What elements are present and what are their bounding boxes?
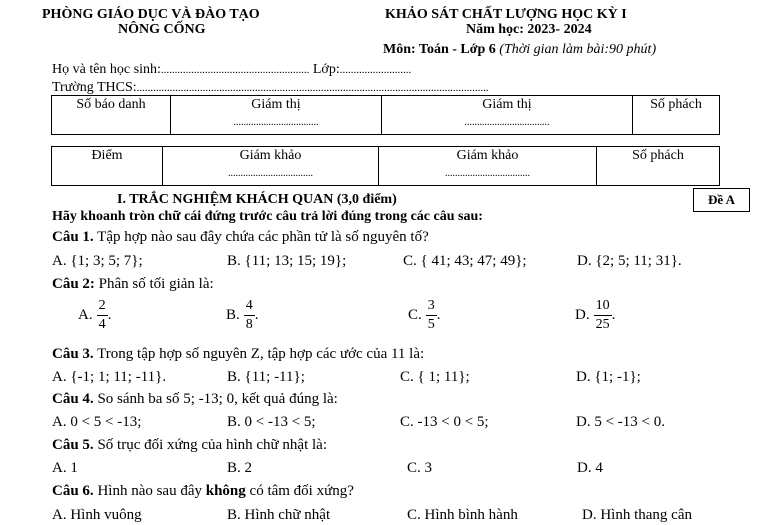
id-header-2: Giám thị <box>251 97 301 112</box>
section-title: I. TRẮC NGHIỆM KHÁCH QUAN (3,0 điểm) <box>117 192 397 207</box>
denominator: 4 <box>98 317 106 332</box>
option-letter: C. <box>408 306 422 323</box>
grade-cell-3 <box>379 147 597 185</box>
option-end: . <box>254 306 259 323</box>
question-2 <box>52 276 214 293</box>
q1-option-a[interactable]: A. {1; 3; 5; 7}; <box>52 253 143 269</box>
class-label: Lớp: <box>312 62 340 77</box>
school-line <box>52 80 489 96</box>
school-year: Năm học: 2023- 2024 <box>466 22 592 37</box>
question-label: Câu 3. <box>52 346 94 362</box>
q5-option-a[interactable]: A. 1 <box>52 460 78 476</box>
option-end: . <box>107 306 112 323</box>
denominator: 5 <box>427 317 435 332</box>
question-1 <box>52 229 429 246</box>
question-text: Hình nào sau đây <box>93 483 206 499</box>
question-6 <box>52 483 354 500</box>
class-dots: .......................... <box>339 64 412 76</box>
question-label: Câu 2: <box>52 276 95 292</box>
id-header-1: Số báo danh <box>76 97 146 112</box>
student-name-dots: ...................................................... <box>160 64 310 76</box>
q1-option-d[interactable]: D. {2; 5; 11; 31}. <box>577 253 682 269</box>
question-3 <box>52 346 424 363</box>
q3-option-d[interactable]: D. {1; -1}; <box>576 369 641 385</box>
question-text: Phân số tối giản là: <box>94 276 214 292</box>
signature-dots: .................................. <box>445 168 530 179</box>
denominator: 25 <box>595 317 610 332</box>
question-emphasis: không <box>205 483 246 499</box>
q3-option-a[interactable]: A. {-1; 1; 11; -11}. <box>52 369 167 385</box>
option-end: . <box>611 306 616 323</box>
id-cell-4 <box>633 96 719 134</box>
signature-dots: .................................. <box>228 168 313 179</box>
time-limit: (Thời gian làm bài:90 phút) <box>499 42 657 57</box>
q2-option-d[interactable] <box>575 299 615 332</box>
district-name: NÔNG CỐNG <box>118 22 206 37</box>
signature-dots: .................................. <box>464 117 550 128</box>
school-dots: ................................................................................................................................ <box>136 82 489 94</box>
grade-header-4: Số phách <box>632 148 684 163</box>
q4-option-c[interactable]: C. -13 < 0 < 5; <box>400 414 489 430</box>
fraction <box>97 299 108 332</box>
department-name: PHÒNG GIÁO DỤC VÀ ĐÀO TẠO <box>42 7 260 22</box>
instruction: Hãy khoanh tròn chữ cái đứng trước câu trả lời đúng trong các câu sau: <box>52 209 483 224</box>
question-text-end: có tâm đối xứng? <box>245 483 354 499</box>
q2-option-c[interactable] <box>408 299 441 332</box>
q3-option-b[interactable]: B. {11; -11}; <box>227 369 305 385</box>
fraction <box>594 299 612 332</box>
q1-option-b[interactable]: B. {11; 13; 15; 19}; <box>227 253 347 269</box>
q4-option-b[interactable]: B. 0 < -13 < 5; <box>227 414 316 430</box>
id-header-3: Giám thị <box>482 97 532 112</box>
question-text: Tập hợp nào sau đây chứa các phần tử là số nguyên tố? <box>93 229 429 245</box>
question-label: Câu 6. <box>52 483 94 499</box>
q5-option-b[interactable]: B. 2 <box>227 460 253 476</box>
fraction <box>244 299 255 332</box>
id-cell-3 <box>382 96 633 134</box>
option-letter: A. <box>78 306 93 323</box>
fraction <box>426 299 437 332</box>
option-letter: B. <box>226 306 240 323</box>
q5-option-c[interactable]: C. 3 <box>407 460 433 476</box>
q4-option-a[interactable]: A. 0 < 5 < -13; <box>52 414 142 430</box>
signature-dots: .................................. <box>233 117 319 128</box>
question-text: Số trục đối xứng của hình chữ nhật là: <box>93 437 327 453</box>
id-header-4: Số phách <box>650 97 702 112</box>
id-table <box>51 95 720 135</box>
grade-cell-1 <box>52 147 163 185</box>
question-label: Câu 1. <box>52 229 94 245</box>
subject: Môn: Toán - Lớp 6 <box>383 42 496 57</box>
grade-cell-2 <box>163 147 379 185</box>
option-end: . <box>436 306 441 323</box>
student-name-line <box>52 62 411 78</box>
question-label: Câu 4. <box>52 391 94 407</box>
id-cell-2 <box>171 96 382 134</box>
q3-option-c[interactable]: C. { 1; 11}; <box>400 369 470 385</box>
q6-option-c[interactable]: C. Hình bình hành <box>407 507 518 523</box>
grading-table <box>51 146 720 186</box>
question-4 <box>52 391 338 408</box>
option-letter: D. <box>575 306 590 323</box>
grade-cell-4 <box>597 147 719 185</box>
question-text: So sánh ba số 5; -13; 0, kết quả đúng là: <box>93 391 338 407</box>
grade-header-3: Giám khảo <box>456 148 519 163</box>
school-label: Trường THCS: <box>52 80 137 95</box>
numerator: 3 <box>426 299 437 316</box>
subject-line <box>383 42 656 58</box>
id-cell-1 <box>52 96 171 134</box>
q4-option-d[interactable]: D. 5 < -13 < 0. <box>576 414 665 430</box>
denominator: 8 <box>245 317 253 332</box>
q6-option-a[interactable]: A. Hình vuông <box>52 507 142 523</box>
grade-header-1: Điểm <box>91 148 123 163</box>
q6-option-b[interactable]: B. Hình chữ nhật <box>227 507 331 523</box>
grade-header-2: Giám khảo <box>239 148 302 163</box>
q5-option-d[interactable]: D. 4 <box>577 460 603 476</box>
exam-code: Đề A <box>693 188 750 212</box>
numerator: 2 <box>97 299 108 316</box>
exam-title: KHẢO SÁT CHẤT LƯỢNG HỌC KỲ I <box>385 7 627 22</box>
q2-option-a[interactable] <box>78 299 111 332</box>
student-name-label: Họ và tên học sinh: <box>52 62 161 77</box>
numerator: 10 <box>594 299 612 316</box>
question-5 <box>52 437 327 454</box>
q2-option-b[interactable] <box>226 299 259 332</box>
numerator: 4 <box>244 299 255 316</box>
q6-option-d[interactable]: D. Hình thang cân <box>582 507 692 523</box>
q1-option-c[interactable]: C. { 41; 43; 47; 49}; <box>403 253 527 269</box>
question-text: Trong tập hợp số nguyên Z, tập hợp các ước của 11 là: <box>93 346 425 362</box>
question-label: Câu 5. <box>52 437 94 453</box>
